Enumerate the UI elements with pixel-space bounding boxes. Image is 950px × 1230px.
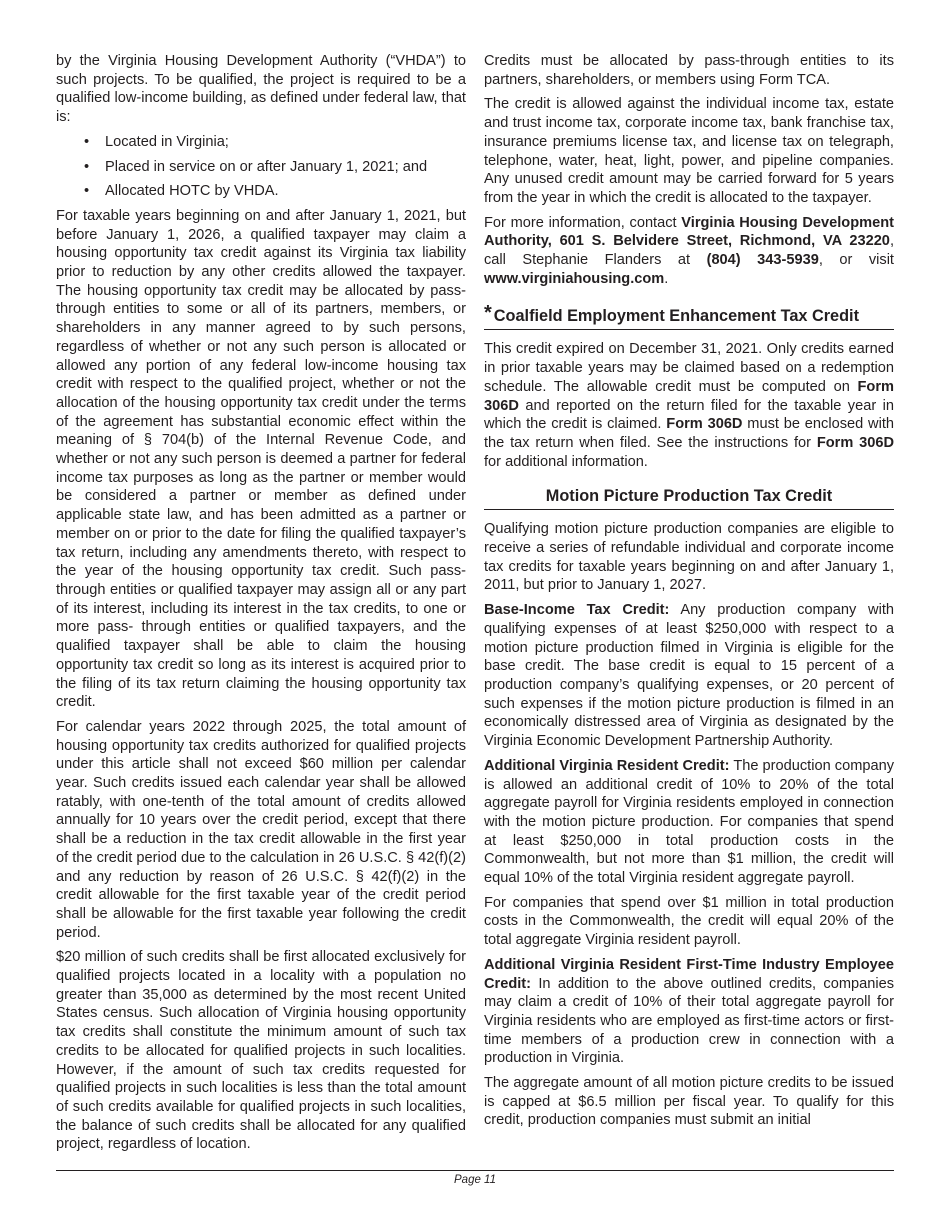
footer-divider: [56, 1170, 894, 1171]
phone-number: (804) 343-5939: [706, 252, 819, 269]
list-item: • Placed in service on or after January 1, 2021; and: [84, 158, 428, 175]
list-item: • Allocated HOTC by VHDA.: [84, 183, 279, 200]
coalfield-heading: * Coalfield Employment Enhancement Tax Credit: [484, 302, 894, 330]
bullet-icon: •: [84, 158, 90, 175]
motion-intro-paragraph: Qualifying motion picture production companies are eligible to receive a series of refundable individual and corporate income tax credits for taxable years beginning on and after January 1, 2011, but prior to January 1, 2027.: [484, 521, 894, 594]
left-intro-paragraph: by the Virginia Housing Development Authority (“VHDA”) to such projects. To be qualified, the project is required to be a qualified low-income building, as defined under federal law, that is:: [56, 53, 466, 126]
credit-cap-paragraph: The aggregate amount of all motion picture credits to be issued is capped at $6.5 million per fiscal year. To qualify for this credit, production companies must submit an initial: [484, 1075, 894, 1129]
website-link[interactable]: www.virginiahousing.com: [484, 270, 665, 287]
resident-credit-paragraph: Additional Virginia Resident Credit: The production company is allowed an additional credit of 10% to 20% of the total aggregate payroll for Virginia residents employed in connection with the motion picture production. For companies that spend at least $250,000 in total production costs in the Commonwealth, but not more than $1 million, the credit will equal 10% of the total Virginia resident aggregate payroll.: [484, 757, 894, 887]
housing-credit-paragraph: For taxable years beginning on and after January 1, 2021, but before January 1, 2026, a qualified taxpayer may claim a housing opportunity tax credit against its Virginia tax liability prior to reduction by any other credits allowed the taxpayer. The housing opportunity tax credit may be allocated by pass-through entities to some or all of its partners, members, or shareholders in any manner agreed to by such persons, regardless of whether or not any such person is allocated or allowed any portion of any federal low-income housing tax credit with respect to the qualified project, whether or not the allocation of the housing opportunity tax credit under the terms of the agreement has substantial economic effect within the meaning of § 704(b) of the Internal Revenue Code, and whether or not any such person is deemed a partner for federal income tax purposes as long as the partner or member would be considered a partner or member as defined under applicable state law, and has been admitted as a partner or member on or prior to the date for filing the qualified taxpayer’s tax return, including any amendments thereto, with respect to the year of the housing opportunity tax credit. Such pass-through entities or qualified taxpayer may assign all or any part of its interest, including its interest in the tax credits, to one or more pass- through entities or qualified taxpayers, and the qualified taxpayer shall be able to claim the housing opportunity tax credit so long as its interest is acquired prior to the filing of its tax return claiming the housing opportunity tax credit.: [56, 207, 466, 711]
left-column: [56, 52, 466, 1160]
bullet-icon: •: [84, 133, 90, 150]
page-number: Page 11: [454, 1174, 496, 1186]
credit-limit-paragraph: For calendar years 2022 through 2025, the total amount of housing opportunity tax credits authorized for qualified projects under this article shall not exceed $60 million per calendar year. Such credits issued each calendar year shall be allowed ratably, with one-tenth of the total amount of credits allowed annually for 10 years over the credit period, except that there shall be a reduction in the tax credit allowable in the first year of the credit period due to the calculation in 26 U.S.C. § 42(f)(2) and any reduction by reason of 26 U.S.C. § 42(f)(2) in the credit allowable for the first taxable year of the credit period shall be allowable for the first taxable year following the credit period.: [56, 718, 466, 941]
over-million-paragraph: For companies that spend over $1 million in total production costs in the Commonwealth, the credit will equal 20% of the total aggregate Virginia resident payroll.: [484, 894, 894, 949]
motion-picture-heading: Motion Picture Production Tax Credit: [484, 485, 894, 510]
asterisk-icon: *: [484, 302, 492, 325]
form-tca-paragraph: Credits must be allocated by pass-through entities to its partners, shareholders, or members using Form TCA.: [484, 53, 894, 88]
locality-allocation-paragraph: $20 million of such credits shall be first allocated exclusively for qualified projects located in a locality with a population no greater than 35,000 as determined by the most recent United States census. Such allocation of Virginia housing opportunity tax credits shall constitute the minimum amount of such tax credits to be allocated for qualified projects in such localities. However, if the amount of such tax credits requested for qualified projects in such localities is less than the total amount of such credits available for qualified projects in such localities, the balance of such credits shall be allocated for any qualified project, regardless of location.: [56, 949, 466, 1153]
list-item: • Located in Virginia;: [84, 133, 229, 150]
right-column: [484, 52, 894, 1136]
qualification-list: [56, 133, 466, 201]
vhda-address: Virginia Housing Development Authority, 601 S. Belvidere Street, Richmond, VA 23220: [484, 214, 894, 250]
coalfield-paragraph: This credit expired on December 31, 2021. Only credits earned in prior taxable years may be claimed based on a redemption schedule. The allowable credit must be computed on Form 306D and reported on the return filed for the taxable year in which the credit is claimed. Form 306D must be enclosed with the tax return when filed. See the instructions for Form 306D for additional information.: [484, 341, 894, 470]
bullet-icon: •: [84, 183, 90, 200]
base-credit-paragraph: Base-Income Tax Credit: Any production company with qualifying expenses of at least $250,000 with respect to a motion picture production filmed in Virginia is eligible for the base credit. The base credit is equal to 15 percent of a production company’s qualifying expenses, or 20 percent of such expenses if the motion picture production is filmed in an economically distressed area of Virginia as designated by the Virginia Economic Development Partnership Authority.: [484, 602, 894, 750]
first-time-credit-paragraph: Additional Virginia Resident First-Time Industry Employee Credit: In addition to the above outlined credits, companies may claim a credit of 10% of their total aggregate payroll for Virginia residents who are employed as first-time actors or first-time members of a production crew in connection with a production in Virginia.: [484, 956, 894, 1067]
allowed-taxes-paragraph: The credit is allowed against the individual income tax, estate and trust income tax, corporate income tax, bank franchise tax, insurance premiums license tax, and license tax on telegraph, telephone, water, heat, light, power, and pipeline companies. Any unused credit amount may be carried forward for 5 years from the year in which the credit is allocated to the taxpayer.: [484, 96, 894, 206]
contact-paragraph: For more information, contact Virginia Housing Development Authority, 601 S. Belvidere Street, Richmond, VA 23220, call Stephanie Flanders at (804) 343-5939, or visit www.virginiahousing.com.: [484, 214, 894, 287]
